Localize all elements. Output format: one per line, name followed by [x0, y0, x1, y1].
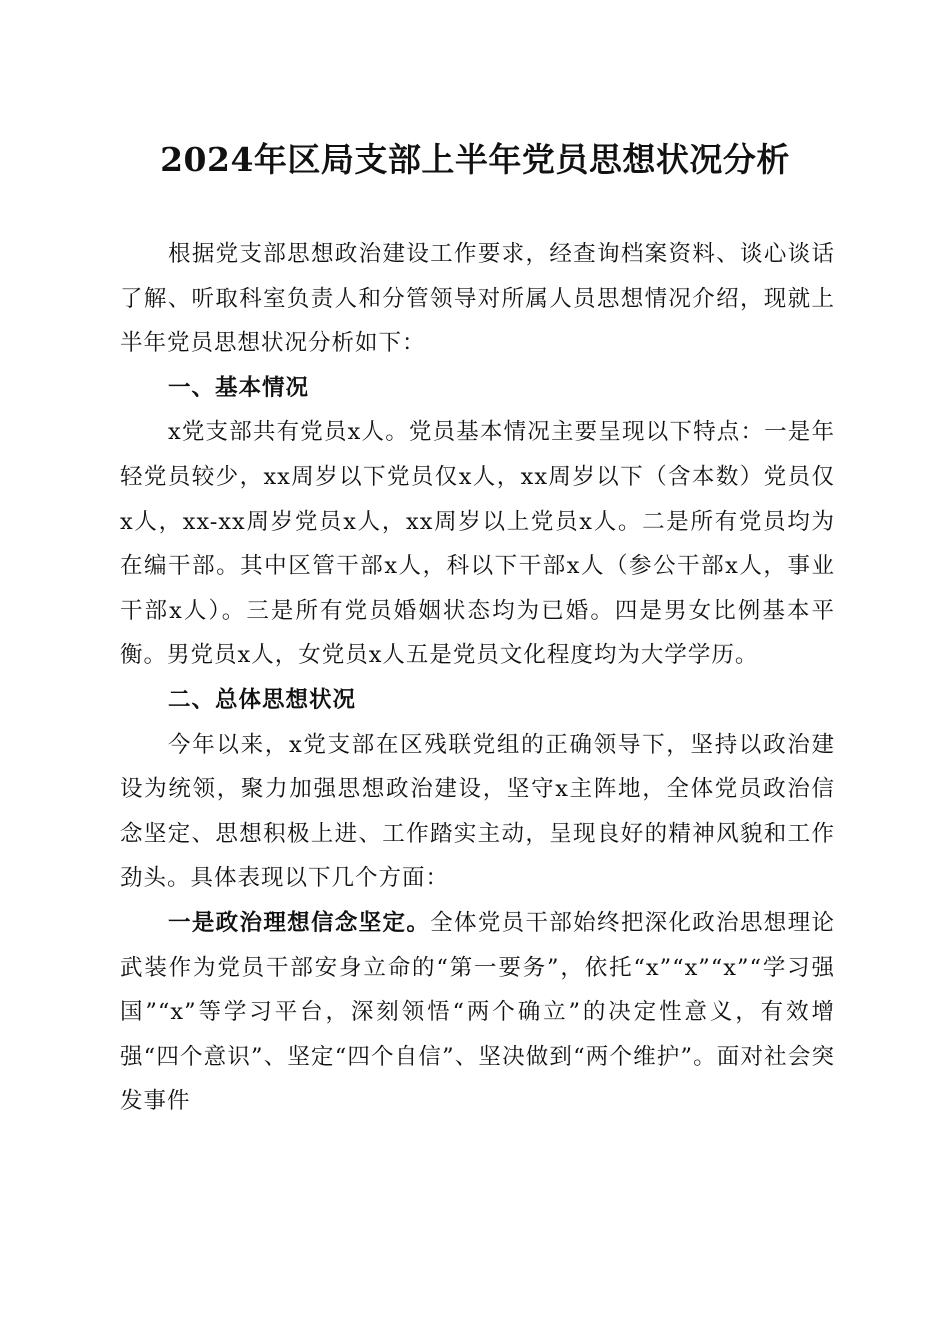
section-heading-basic: 一、基本情况	[168, 374, 310, 401]
intro-paragraph: 根据党支部思想政治建设工作要求，经查询档案资料、谈心谈话了解、听取科室负责人和分管领导对所属人员思想情况介绍，现就上半年党员思想状况分析如下：	[120, 241, 835, 357]
point-lead: 一是政治理想信念坚定。	[168, 909, 431, 936]
overall-situation-paragraph: 今年以来，x党支部在区残联党组的正确领导下，坚持以政治建设为统领，聚力加强思想政治建设，坚守x主阵地，全体党员政治信念坚定、思想积极上进、工作踏实主动，呈现良好的精神风貌和工作劲头。具体表现以下几个方面：	[120, 731, 835, 892]
section-heading-overall: 二、总体思想状况	[168, 686, 357, 713]
document-title: 2024年区局支部上半年党员思想状况分析	[160, 140, 790, 179]
basic-situation-paragraph: x党支部共有党员x人。党员基本情况主要呈现以下特点：一是年轻党员较少，xx周岁以下党员仅x人，xx周岁以下（含本数）党员仅x人，xx-xx周岁党员x人，xx周岁以上党员x人。二是所有党员均为在编干部。其中区管干部x人，科以下干部x人（参公干部x人，事业干部x人）。三是所有党员婚姻状态均为已婚。四是男女比例基本平衡。男党员x人，女党员x人五是党员文化程度均为大学学历。	[120, 419, 835, 669]
document-body	[120, 232, 835, 1124]
point-text: 全体党员干部始终把深化政治思想理论武装作为党员干部安身立命的“第一要务”，依托“x”“x”“x”“学习强国”“x”等学习平台，深刻领悟“两个确立”的决定性意义，有效增强“四个意识”、坚定“四个自信”、坚决做到“两个维护”。面对社会突发事件	[120, 909, 835, 1115]
political-belief-paragraph	[120, 901, 835, 1124]
